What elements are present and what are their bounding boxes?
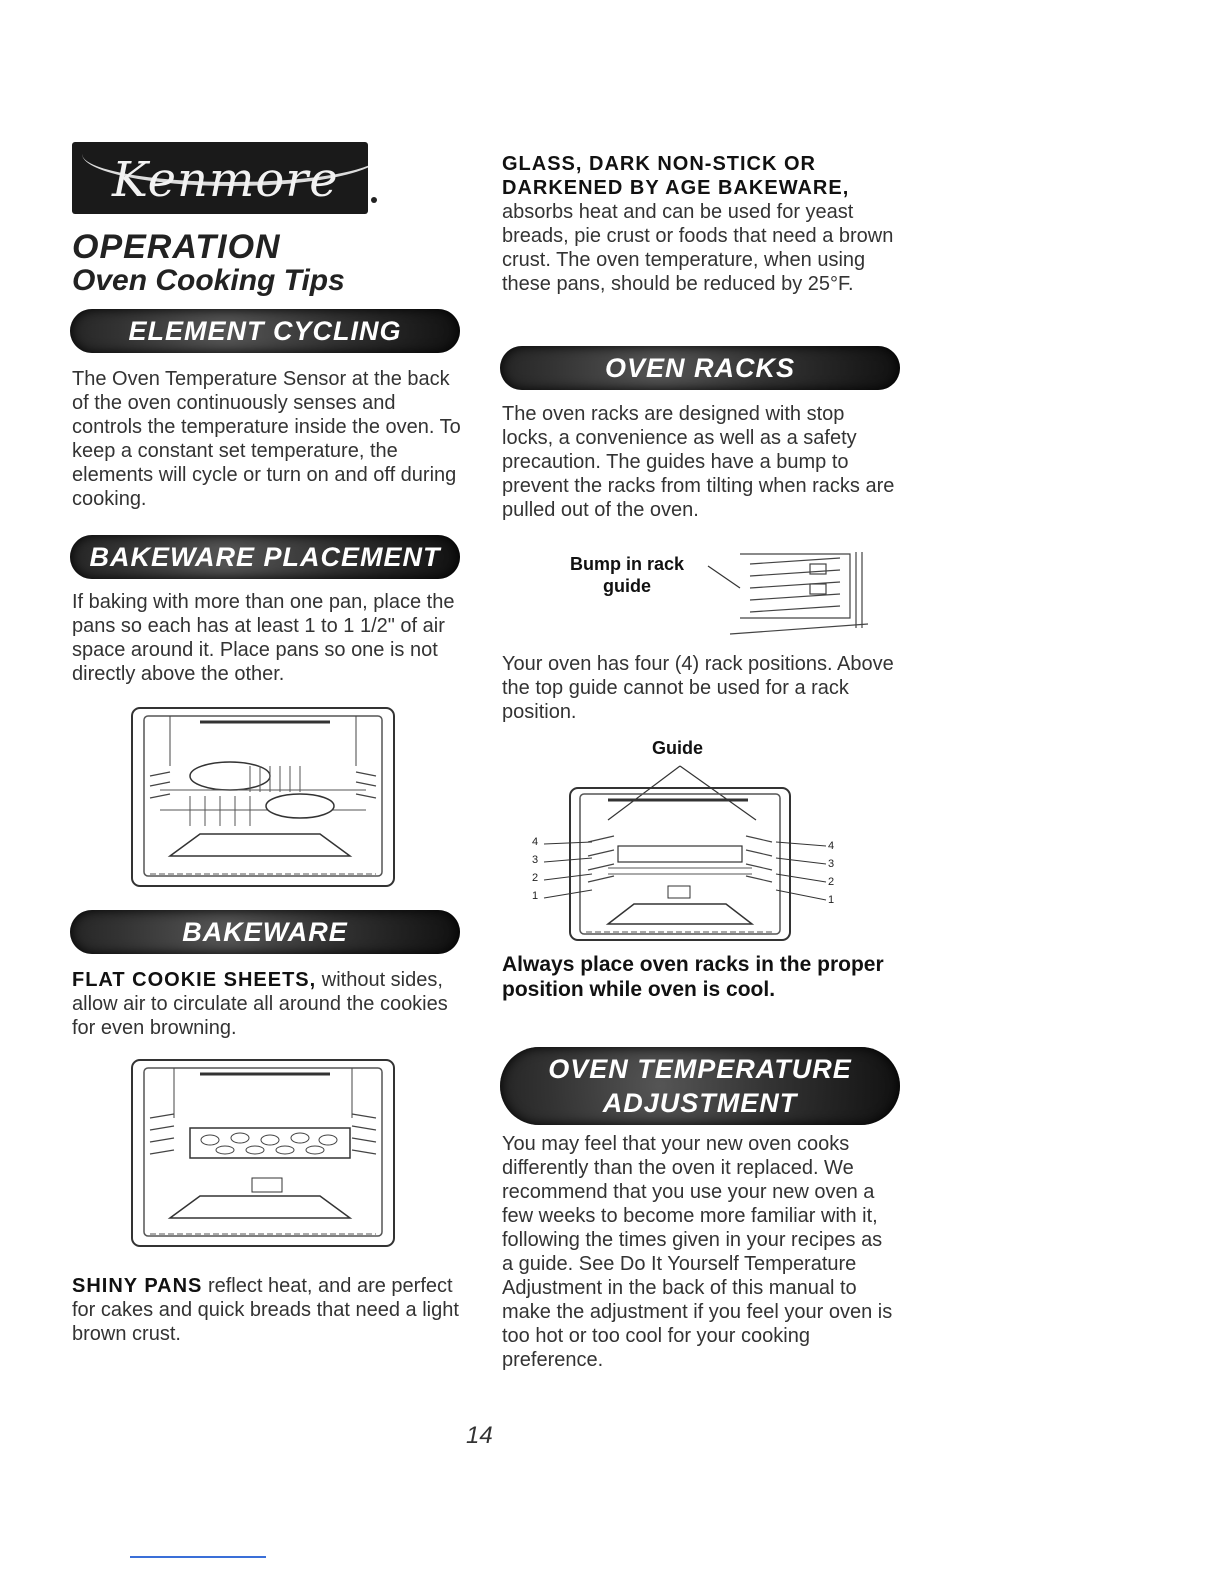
rack-number-left-1: 1: [532, 890, 539, 902]
pan-placement-illustration: [130, 706, 396, 888]
temp-adjustment-heading-line1: OVEN TEMPERATURE: [548, 1054, 852, 1084]
flat-cookie-sheets-lead: FLAT COOKIE SHEETS,: [72, 969, 317, 991]
flat-cookie-sheets-body: without sides, allow air to circulate all around the cookies for even browning.: [72, 969, 448, 1039]
rack-guide-illustration: [700, 548, 870, 640]
rack-warning: Always place oven racks in the proper position while oven is cool.: [502, 953, 884, 1001]
shiny-pans-lead: SHINY PANS: [72, 1275, 203, 1297]
rack-number-left-2: 2: [532, 872, 539, 884]
rack-number-right-1: 1: [828, 894, 835, 906]
bakeware-placement-heading: BAKEWARE PLACEMENT: [70, 535, 460, 579]
logo-dot: [371, 197, 377, 203]
rack-number-left-3: 3: [532, 854, 539, 866]
kenmore-logo: [72, 142, 368, 214]
page-number: 14: [466, 1422, 493, 1449]
rack-positions-text: Your oven has four (4) rack positions. Above the top guide cannot be used for a rack position.: [502, 653, 894, 723]
rack-number-left-4: 4: [532, 836, 539, 848]
element-cycling-text: The Oven Temperature Sensor at the back of the oven continuously senses and controls the temperature inside the oven. To keep a constant set temperature, the elements will cycle or turn on and off during cooking.: [72, 368, 461, 510]
glass-bakeware-body: absorbs heat and can be used for yeast breads, pie crust or foods that need a brown crust. The oven temperature, when using these pans, should be reduced by 25°F.: [502, 201, 894, 295]
shiny-pans-text: [72, 1274, 464, 1346]
page-subtitle: Oven Cooking Tips: [72, 264, 345, 297]
guide-label: Guide: [652, 738, 704, 758]
rack-number-leaders: [540, 840, 840, 904]
bakeware-heading: BAKEWARE: [70, 910, 460, 954]
glass-bakeware-text: [502, 152, 898, 296]
temp-adjustment-heading-line2: ADJUSTMENT: [602, 1088, 798, 1118]
rack-number-right-2: 2: [828, 876, 835, 888]
oven-racks-heading: OVEN RACKS: [500, 346, 900, 390]
brand-name: Kenmore: [112, 152, 339, 208]
shiny-pans-body: reflect heat, and are perfect for cakes and quick breads that need a light brown crust.: [72, 1275, 459, 1345]
glass-bakeware-lead: GLASS, DARK NON-STICK OR DARKENED BY AGE BAKEWARE,: [502, 153, 850, 199]
element-cycling-heading: ELEMENT CYCLING: [70, 309, 460, 353]
temp-adjustment-heading: [500, 1047, 900, 1125]
bump-label: Bump in rack guide: [569, 554, 685, 596]
flat-cookie-sheets-text: [72, 968, 464, 1040]
cookie-sheet-illustration: [130, 1058, 396, 1248]
temp-adjustment-text: You may feel that your new oven cooks differently than the oven it replaced. We recommend that you use your new oven a few weeks to become more familiar with it, following the times given in your recipes as a guide. See Do It Yourself Temperature Adjustment in the back of this manual to make the adjustment if you feel your oven is too hot or too cool for your cooking preference.: [502, 1133, 893, 1371]
rack-number-right-3: 3: [828, 858, 835, 870]
rack-number-right-4: 4: [828, 840, 835, 852]
page-title: OPERATION: [72, 228, 281, 266]
footer-line: [130, 1556, 266, 1558]
bakeware-placement-text: If baking with more than one pan, place the pans so each has at least 1 to 1 1/2" of air space around it. Place pans so one is not directly above the other.: [72, 591, 455, 685]
oven-racks-text: The oven racks are designed with stop locks, a convenience as well as a safety precaution. The guides have a bump to prevent the racks from tilting when racks are pulled out of the oven.: [502, 403, 895, 521]
